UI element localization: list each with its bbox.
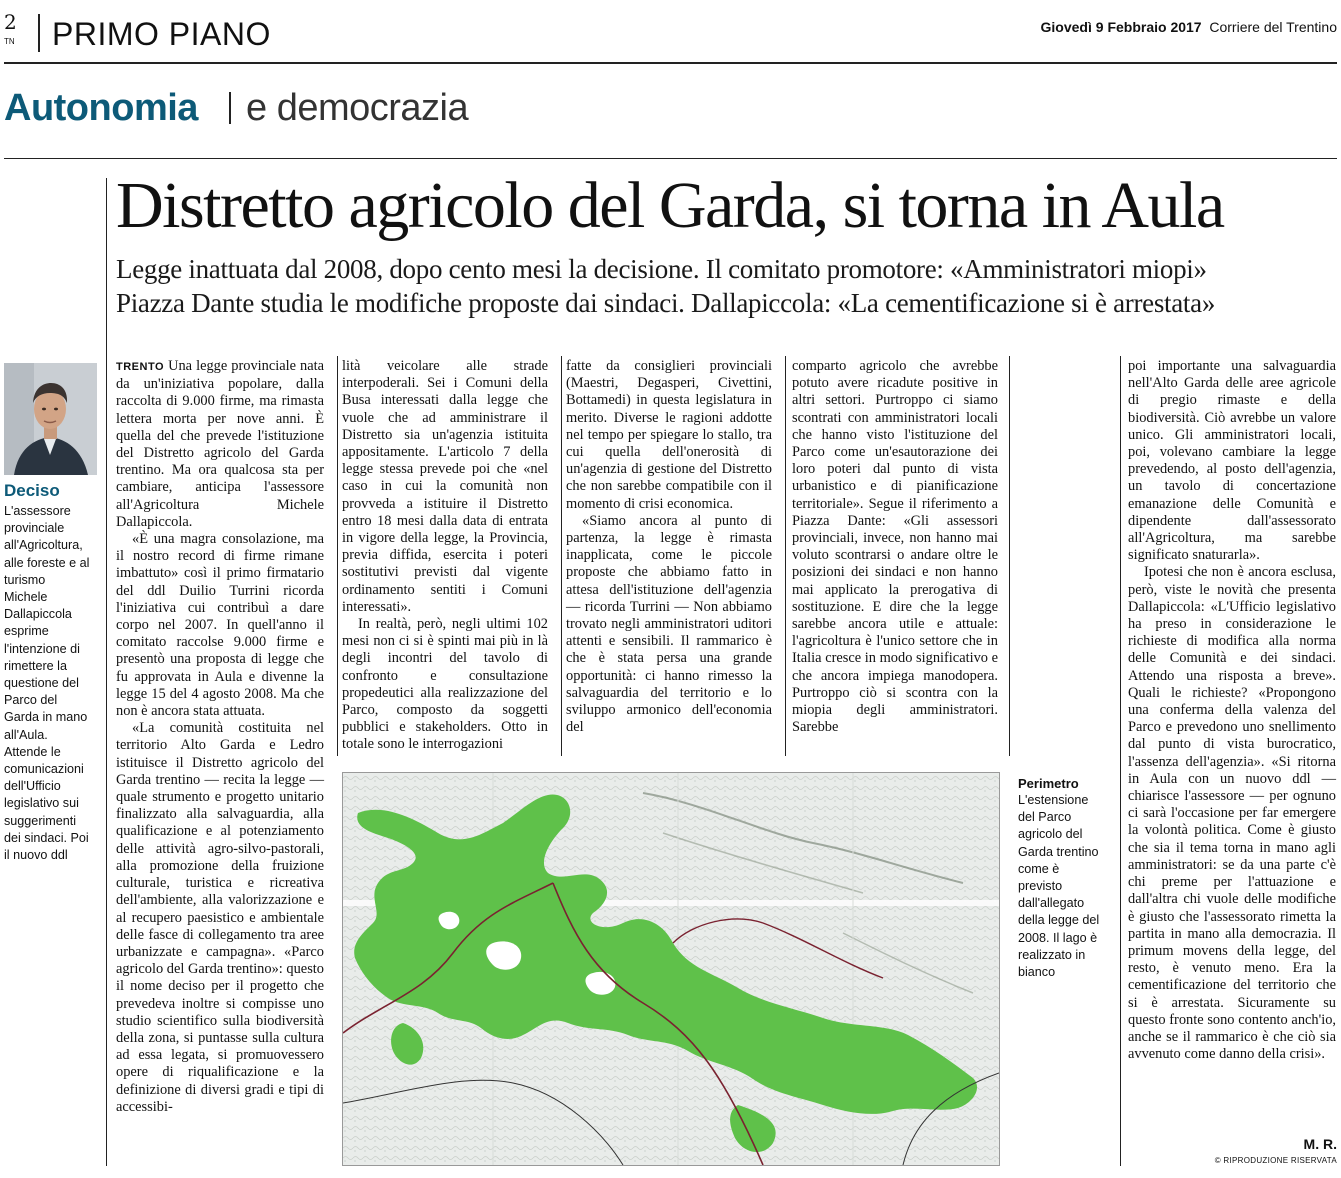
publication-name: Corriere del Trentino	[1209, 19, 1337, 35]
article-column-4	[792, 358, 998, 736]
page-number: 2	[4, 10, 17, 34]
caption-line: agricolo del	[1018, 827, 1083, 842]
caption-line: Attende le	[4, 744, 61, 759]
caption-line: Parco del	[4, 693, 58, 708]
map-caption-lines	[1018, 792, 1118, 981]
park-map	[342, 772, 1000, 1166]
caption-line: all'Aula.	[4, 727, 48, 742]
article-paragraph: In realtà, però, negli ultimi 102 mesi non ci si è spinti mai più in là degli incontri del tavolo di confronto e consultazione propedeutici alla realizzazione del Parco, composto da soggetti pubblici e stakeholders. Otto in totale sono le interrogazioni	[342, 616, 548, 753]
caption-line: esprime	[4, 624, 49, 639]
subhead-2: Piazza Dante studia le modifiche proposte dai sindaci. Dallapiccola: «La cementificazione si è arrestata»	[116, 288, 1216, 318]
photo-caption-lines	[4, 503, 104, 864]
park-map-graphic	[343, 773, 999, 1165]
column-rule-5	[1120, 356, 1121, 1166]
caption-line: bianco	[1018, 965, 1056, 980]
issue-date: Giovedì 9 Febbraio 2017	[1040, 19, 1202, 35]
column-rule-2	[561, 356, 562, 756]
caption-line: come è	[1018, 861, 1060, 876]
caption-line: questione del	[4, 676, 79, 691]
caption-line: provinciale	[4, 521, 65, 536]
caption-line: realizzato in	[1018, 947, 1086, 962]
caption-line: Michele	[4, 590, 48, 605]
caption-line: l'intenzione di	[4, 641, 80, 656]
caption-line: L'estensione	[1018, 793, 1089, 807]
column-rule-3	[785, 356, 786, 756]
caption-line: del Parco	[1018, 810, 1072, 825]
caption-line: della legge del	[1018, 913, 1100, 928]
caption-line: L'assessore	[4, 504, 71, 518]
article-paragraph: Ipotesi che non è ancora esclusa, però, viste le novità che presenta Dallapiccola: «L'Ufficio legislativo ha preso in considerazione le richieste di modifica alla norma delle Comunità e dei sindaci. Attendo una risposta a breve». Quali le richieste? «Propongono una conferma della valenza del Parco e prevedono uno snellimento dal punto di vista burocratico, l'assenza dell'agenzia». «Si ritorna in Aula con un nuovo ddl — chiarisce l'assessore — per ognuno ci sarà l'occasione per far emergere la volontà politica. Come è giusto che sia il tema torna in mano agli amministratori: se da una parte c'è chi preme per l'attuazione e dall'altra chi vuole delle modifiche è giusto che l'assessorato rimetta la partita in mano alla democrazia. Il primum movens della legge, del resto, è venuto meno. Era la cementificazione del territorio che si è arrestata. Sicuramente su questo fronte sono contento anch'io, anche se il rammarico è che ciò sia avvenuto come danno della crisi».	[1128, 564, 1336, 1063]
portrait-illustration	[4, 363, 97, 475]
caption-line: dell'Ufficio	[4, 779, 61, 794]
kicker-sub: e democrazia	[246, 87, 469, 129]
article-paragraph	[116, 358, 324, 531]
caption-line: il nuovo ddl	[4, 848, 68, 863]
map-caption-title: Perimetro	[1018, 776, 1079, 791]
caption-line: Dallapiccola	[4, 607, 72, 622]
photo-caption-title: Deciso	[4, 481, 60, 500]
article-column-3	[566, 358, 772, 736]
author-signature: M. R.	[1303, 1136, 1337, 1152]
section-title: PRIMO PIANO	[52, 16, 271, 52]
photo-caption	[4, 503, 104, 864]
article-paragraph: «Siamo ancora al punto di partenza, la legge è rimasta inapplicata, come le piccole proposte che abbiamo fatto in attesa dell'istituzione dell'agenzia — ricorda Turrini — Non abbiamo trovato negli amministratori uditori attenti e sensibili. Il rammarico è che è stata persa una grande opportunità: ci hanno rimesso la salvaguardia del territorio e lo sviluppo armonico dell'economia del	[566, 512, 772, 736]
column-rule-4	[1009, 356, 1010, 756]
subhead-1: Legge inattuata dal 2008, dopo cento mesi la decisione. Il comitato promotore: «Amministratori miopi»	[116, 254, 1207, 284]
kicker-separator	[229, 92, 231, 124]
caption-line: suggerimenti	[4, 813, 77, 828]
top-rule	[4, 62, 1337, 64]
left-column-rule	[106, 178, 107, 1166]
portrait-photo	[4, 363, 97, 475]
caption-line: dei sindaci. Poi	[4, 830, 89, 845]
caption-line: all'Agricoltura,	[4, 538, 83, 553]
caption-line: rimettere la	[4, 658, 67, 673]
article-column-2	[342, 358, 548, 754]
copyright-notice: © RIPRODUZIONE RISERVATA	[1214, 1156, 1337, 1165]
article-paragraph: poi importante una salvaguardia nell'Alto Garda delle aree agricole di pregio rimaste e della biodiversità. Ciò avrebbe un valore unico. Gli amministratori locali, poi, volevano cambiare la legge prevedendo, al posto dell'agenzia, un tavolo di concertazione emanazione delle Comunità e dipendente dall'assessorato all'Agricoltura, ma sarebbe significato snaturarla».	[1128, 358, 1336, 564]
masthead-separator	[38, 14, 40, 52]
kicker-main: Autonomia	[4, 87, 198, 129]
caption-line: comunicazioni	[4, 762, 84, 777]
caption-line: 2008. Il lago è	[1018, 930, 1098, 945]
caption-line: Garda in mano	[4, 710, 88, 725]
caption-line: legislativo sui	[4, 796, 79, 811]
article-paragraph: «È una magra consolazione, ma il nostro record di firme rimane imbattuto» così il primo firmatario del ddl Duilio Turrini ricorda l'iniziativa cui contribuì a dare corpo nel 2007. In quell'anno il comitato raccolse 9.000 firme e presentò una proposta di legge che fu approvata in Aula e divenne la legge 15 del 4 agosto 2008. Ma che non è ancora stata attuata.	[116, 531, 324, 720]
caption-line: Garda trentino	[1018, 844, 1099, 859]
headline: Distretto agricolo del Garda, si torna in Aula	[116, 169, 1224, 242]
article-dateline: TRENTO	[116, 361, 165, 373]
column-rule-1	[337, 356, 338, 756]
dateline	[1041, 18, 1337, 36]
article-paragraph: comparto agricolo che avrebbe potuto avere ricadute positive in altri settori. Purtroppo ci siamo scontrati con amministratori locali che hanno visto l'istituzione del Parco come un'esautorazione dei loro poteri dal punto di vista urbanistico e di pianificazione territoriale». Segue il riferimento a Piazza Dante: «Gli assessori provinciali, invece, non hanno mai voluto scontrarsi o andare oltre le posizioni dei sindaci e non hanno mai applicato la prerogativa di sostituzione. E dire che la legge sarebbe ancora utile e attuale: l'agricoltura è l'unico settore che in Italia cresce in modo significativo e che ancora impiega manodopera. Purtroppo ciò si scontra con la miopia degli amministratori. Sarebbe	[792, 358, 998, 736]
kicker-rule	[4, 158, 1337, 159]
caption-line: alle foreste e al	[4, 555, 90, 570]
article-paragraph: «La comunità costituita nel territorio Alto Garda e Ledro istituisce il Distretto agricolo del Garda trentino — recita la legge — quale strumento e progetto unitario finalizzato alla salvaguardia, alla qualificazione e al potenziamento delle attività agro-silvo-pastorali, alla promozione della fruizione culturale, turistica e ricreativa dell'ambiente, alla valorizzazione e al recupero paesistico e ambientale delle fasce di collegamento tra aree urbanizzate e campagna». «Parco agricolo del Garda trentino»: questo il nome deciso per il progetto che prevedeva inoltre si compisse uno studio scientifico sulla biodiversità della zona, si puntasse sulla cultura ad essa legata, si promuovessero opere di riqualificazione e la definizione di diversi gradi e tipi di accessibi-	[116, 720, 324, 1115]
caption-line: previsto	[1018, 879, 1063, 894]
article-paragraph: lità veicolare alle strade interpoderali. Sei i Comuni della Busa interessati dalla legge che vuole che ad amministrare il Distretto sia un'agenzia istituita appositamente. L'articolo 7 della legge stessa prevede poi che «nel caso in cui la comunità non provveda a istituire il Distretto entro 18 mesi dalla data di entrata in vigore della legge, la Provincia, previa diffida, esercita i poteri sostitutivi previsti dal vigente ordinamento sentiti i Comuni interessati».	[342, 358, 548, 615]
article-paragraph: fatte da consiglieri provinciali (Maestri, Degasperi, Civettini, Bottamedi) in questa legislatura in merito. Diverse le ragioni addotte nel tempo per spiegare lo stallo, tra cui quella dell'onerosità di un'agenzia di gestione del Distretto che non sarebbe compatibile con il momento di crisi economica.	[566, 358, 772, 512]
article-column-1	[116, 358, 324, 1116]
caption-line: turismo	[4, 572, 46, 587]
article-text: Una legge provinciale nata da un'iniziativa popolare, dalla raccolta di 9.000 firme, ma rimasta lettera morta per nove anni. È quella del che prevede l'istituzione del Distretto agricolo del Garda trentino. Ma ora qualcosa sta per cambiare, anticipa l'assessore all'Agricoltura Michele Dallapiccola.	[116, 358, 324, 530]
caption-line: dall'allegato	[1018, 896, 1085, 911]
page-edition: TN	[4, 37, 15, 46]
article-column-5	[1128, 358, 1336, 1063]
map-caption	[1018, 792, 1118, 981]
